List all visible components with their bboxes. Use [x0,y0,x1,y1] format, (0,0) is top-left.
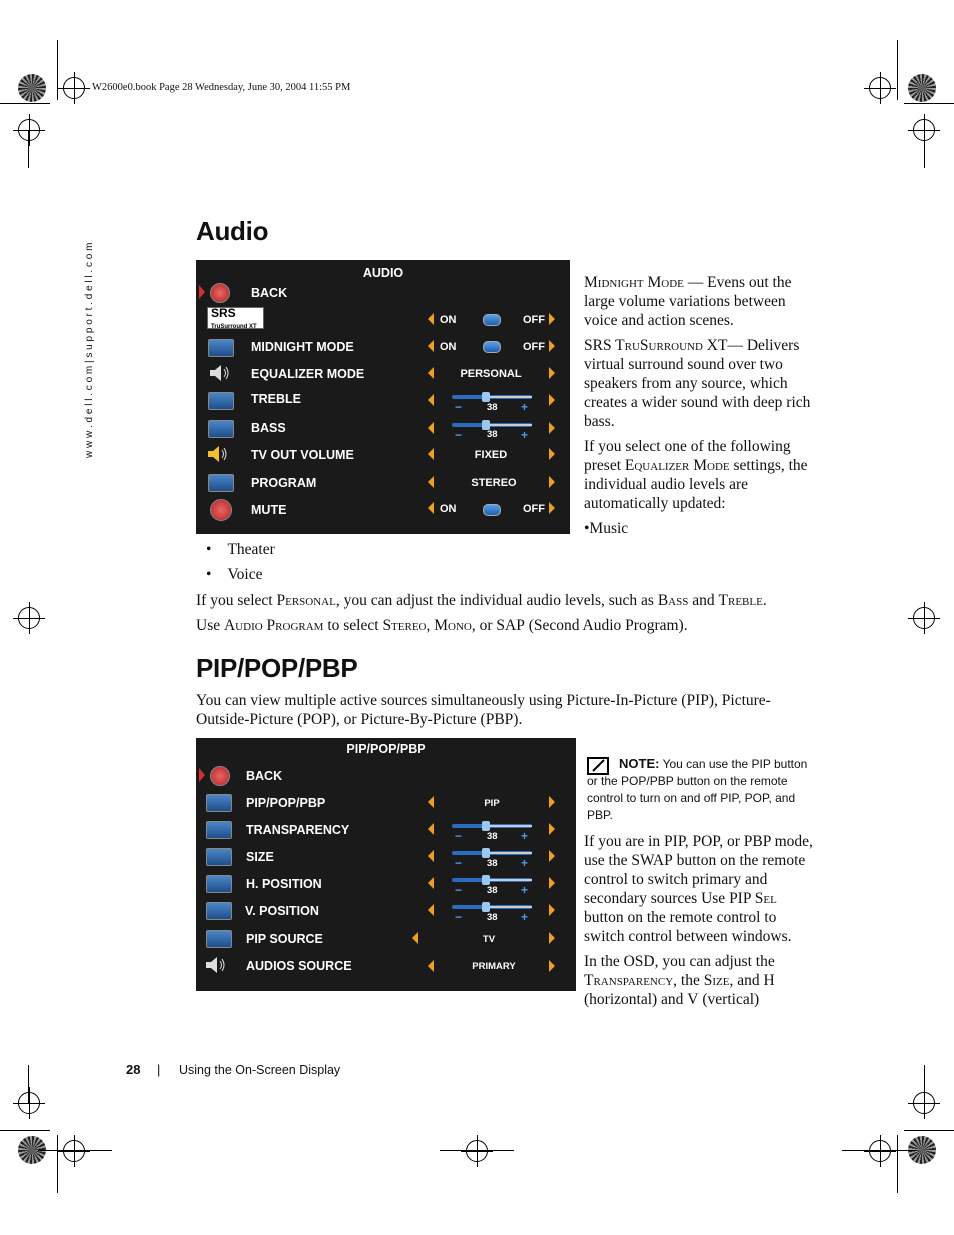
crosshair-icon [869,77,891,99]
h-position-slider[interactable] [452,878,532,882]
audio-osd-panel [196,260,570,534]
crosshair-icon [869,1140,891,1162]
osd-row-mute[interactable]: MUTE ON OFF [196,497,570,523]
selection-arrow-icon [199,768,205,782]
toggle-icon [483,341,501,353]
osd-row-h-position[interactable]: H. POSITION − 38 + [196,871,576,897]
osd-row-size[interactable]: SIZE − 38 + [196,844,576,870]
book-info: W2600e0.book Page 28 Wednesday, June 30, 2004 11:55 PM [92,82,351,93]
pip-heading: PIP/POP/PBP [196,653,358,683]
toggle-icon [483,314,501,326]
footer-chapter: Using the On-Screen Display [179,1063,341,1077]
size-slider[interactable] [452,851,532,855]
registration-disc-icon [908,74,936,102]
toggle-icon [483,504,501,516]
osd-row-transparency[interactable]: TRANSPARENCY − 38 + [196,817,576,843]
speaker-icon [204,954,228,970]
treble-icon [208,392,234,410]
midnight-mode-icon [208,339,234,357]
transparency-slider[interactable] [452,824,532,828]
osd-row-back[interactable]: BACK [196,762,576,788]
osd-row-srs[interactable]: SRS TruSurround XT ON OFF [196,305,570,331]
v-position-icon [206,902,232,920]
transparency-icon [206,821,232,839]
srs-logo-icon: SRS TruSurround XT [207,307,264,329]
osd-row-midnight-mode[interactable]: MIDNIGHT MODE ON OFF [196,334,570,360]
osd-row-v-position[interactable]: V. POSITION − 38 + [196,898,576,924]
osd-row-equalizer-mode[interactable]: EQUALIZER MODE PERSONAL [196,361,570,387]
speaker-icon [208,363,232,379]
bass-slider[interactable] [452,423,532,427]
list-item: • Theater [206,541,275,558]
pip-osd-panel [196,738,576,991]
pip-intro: You can view multiple active sources simultaneously using Picture-In-Picture (PIP), Picture-Outside-Picture (POP), or Picture-By-Picture (PBP). [196,692,771,728]
bass-icon [208,420,234,438]
osd-title: AUDIO [362,266,404,280]
list-item: • Voice [206,566,263,583]
sidebar-url: w w w . d e l l . c o m | s u p p o r t . d e l l . c o m [84,242,95,458]
back-icon [210,283,230,303]
osd-row-pip-source[interactable]: PIP SOURCE TV [196,925,576,951]
page-number: 28 [126,1062,141,1077]
equalizer-description: If you select one of the following preset Equalizer Mode settings, the individual audio levels are automatically updated: [584,438,808,512]
h-position-icon [206,875,232,893]
footer-separator: | [157,1062,161,1077]
selection-arrow-icon [199,285,205,299]
crosshair-icon [63,77,85,99]
crosshair-icon [63,1140,85,1162]
crosshair-icon [18,1092,40,1114]
mute-icon [210,499,232,521]
audio-side-text [584,273,816,538]
pip-source-icon [206,930,232,948]
personal-paragraph: If you select Personal, you can adjust the individual audio levels, such as Bass and Treble. [196,592,767,609]
midnight-mode-description: Midnight Mode — Evens out the large volume variations between voice and action scenes. [584,274,792,329]
osd-row-audios-source[interactable]: AUDIOS SOURCE PRIMARY [196,952,576,978]
pip-icon [206,794,232,812]
osd-title: PIP/POP/PBP [346,742,426,756]
note-text: NOTE: You can use the PIP button or the POP/PBP button on the remote control to turn on and off PIP, POP, and PBP. [587,756,808,822]
registration-disc-icon [18,74,46,102]
audio-heading: Audio [196,216,269,246]
osd-row-back[interactable]: BACK [196,280,570,306]
program-icon [208,474,234,492]
crosshair-icon [466,1140,488,1162]
osd-row-bass[interactable]: BASS − 38 + [196,415,570,441]
crosshair-icon [18,119,40,141]
v-position-slider[interactable] [452,905,532,909]
osd-row-program[interactable]: PROGRAM STEREO [196,470,570,496]
osd-row-pip-mode[interactable]: PIP/POP/PBP PIP [196,790,576,816]
crosshair-icon [18,607,40,629]
back-icon [210,766,230,786]
pip-side-text [584,832,816,1009]
bullet-music: •Music [584,520,629,537]
speaker-icon [206,444,230,460]
treble-slider[interactable] [452,395,532,399]
size-icon [206,848,232,866]
program-paragraph: Use Audio Program to select Stereo, Mono, or SAP (Second Audio Program). [196,617,688,634]
pencil-note-icon [587,757,609,775]
crosshair-icon [913,607,935,629]
osd-adjust-description: In the OSD, you can adjust the Transparency, the Size, and H (horizontal) and V (vertical) [584,953,775,1008]
note-box [587,755,815,824]
swap-description: If you are in PIP, POP, or PBP mode, use the SWAP button on the remote control to switch primary and secondary sources Use PIP Sel button on the remote control to switch control between windows. [584,833,813,945]
osd-row-treble[interactable]: TREBLE − 38 + [196,387,570,413]
srs-description: SRS TruSurround XT— Delivers virtual surround sound over two speakers from any source, which creates a wider sound with deep rich bass. [584,337,811,430]
osd-row-tv-out-volume[interactable]: TV OUT VOLUME FIXED [196,442,570,468]
